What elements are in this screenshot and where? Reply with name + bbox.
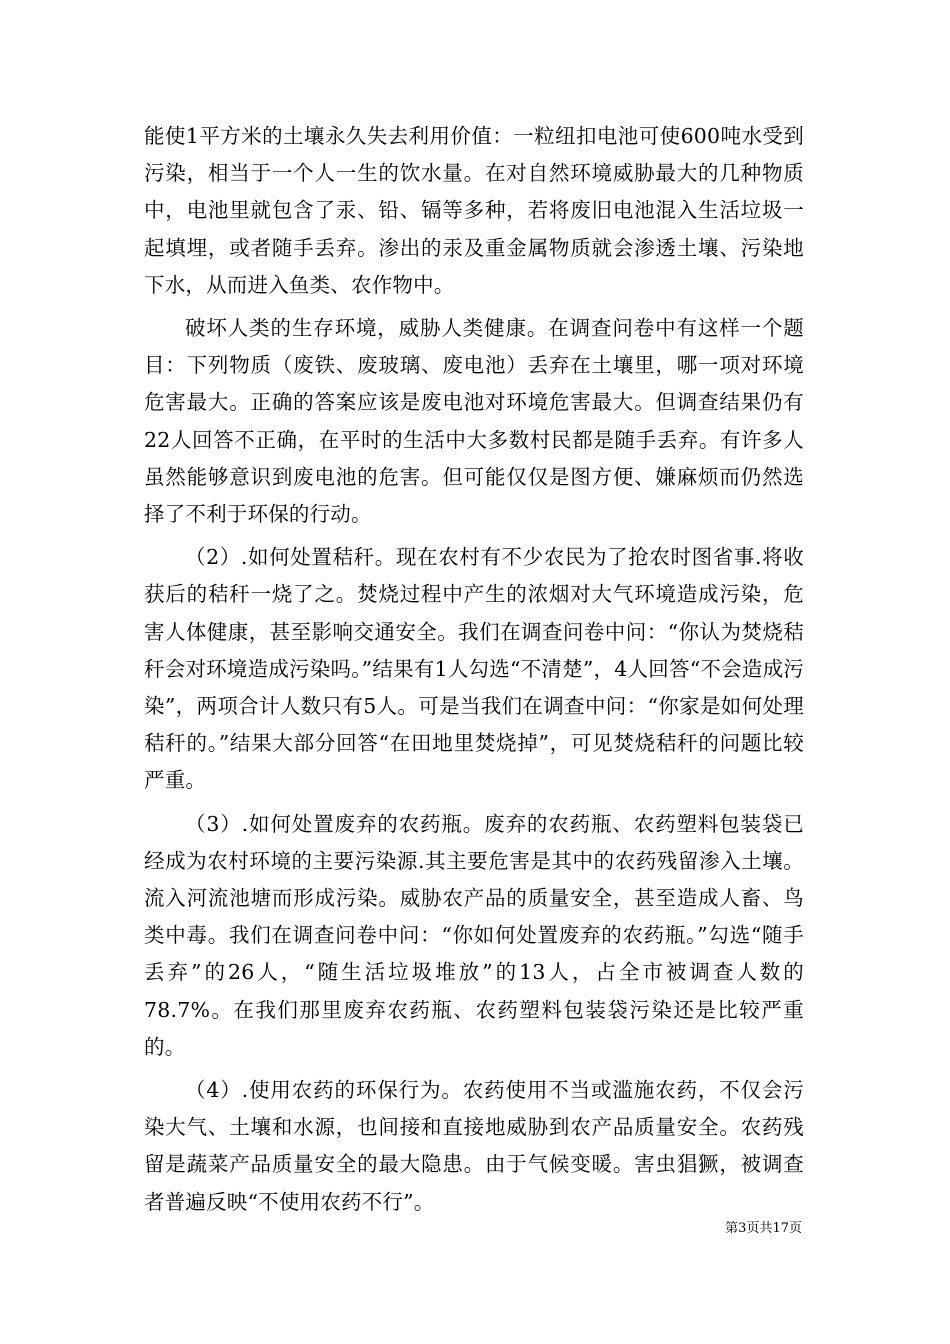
paragraph-battery-continuation: 能使1平方米的土壤永久失去利用价值：一粒纽扣电池可使600吨水受到污染，相当于一个人一生的饮水量。在对自然环境威胁最大的几种物质中，电池里就包含了汞、铅、镉等多种，若将废旧电池混入生活垃圾一起填埋，或者随手丢弃。渗出的汞及重金属物质就会渗透土壤、污染地下水，从而进入鱼类、农作物中。 <box>144 124 804 297</box>
paragraph-straw-disposal: （2）.如何处置秸秆。现在农村有不少农民为了抢农时图省事.将收获后的秸秆一烧了之。焚烧过程中产生的浓烟对大气环境造成污染，危害人体健康，甚至影响交通安全。我们在调查问卷中问：“你认为焚烧秸秆会对环境造成污染吗。”结果有1人勾选“不清楚”，4人回答“不会造成污染”，两项合计人数只有5人。可是当我们在调查中问：“你家是如何处理秸秆的。”结果大部分回答“在田地里焚烧掉”，可见焚烧秸秆的问题比较严重。 <box>144 545 804 793</box>
paragraph-living-environment: 破坏人类的生存环境，威胁人类健康。在调查问卷中有这样一个题目：下列物质（废铁、废玻璃、废电池）丢弃在土壤里，哪一项对环境危害最大。正确的答案应该是废电池对环境危害最大。但调查结果仍有22人回答不正确，在平时的生活中大多数村民都是随手丢弃。有许多人虽然能够意识到废电池的危害。但可能仅仅是图方便、嫌麻烦而仍然选择了不利于环保的行动。 <box>144 316 804 527</box>
page-number-footer: 第3页共17页 <box>725 1221 802 1236</box>
body-text <box>144 118 804 1227</box>
paragraph-pesticide-use: （4）.使用农药的环保行为。农药使用不当或滥施农药，不仅会污染大气、土壤和水源，也间接和直接地威胁到农产品质量安全。农药残留是蔬菜产品质量安全的最大隐患。由于气候变暖。害虫猖獗，被调查者普遍反映“不使用农药不行”。 <box>144 1078 804 1214</box>
paragraph-pesticide-bottles: （3）.如何处置废弃的农药瓶。废弃的农药瓶、农药塑料包装袋已经成为农村环境的主要污染源.其主要危害是其中的农药残留渗入土壤。流入河流池塘而形成污染。威胁农产品的质量安全，甚至造成人畜、鸟类中毒。我们在调查问卷中问：“你如何处置废弃的农药瓶。”勾选“随手丢弃”的26人，“随生活垃圾堆放”的13人，占全市被调查人数的78.7%。在我们那里废弃农药瓶、农药塑料包装袋污染还是比较严重的。 <box>144 811 804 1059</box>
